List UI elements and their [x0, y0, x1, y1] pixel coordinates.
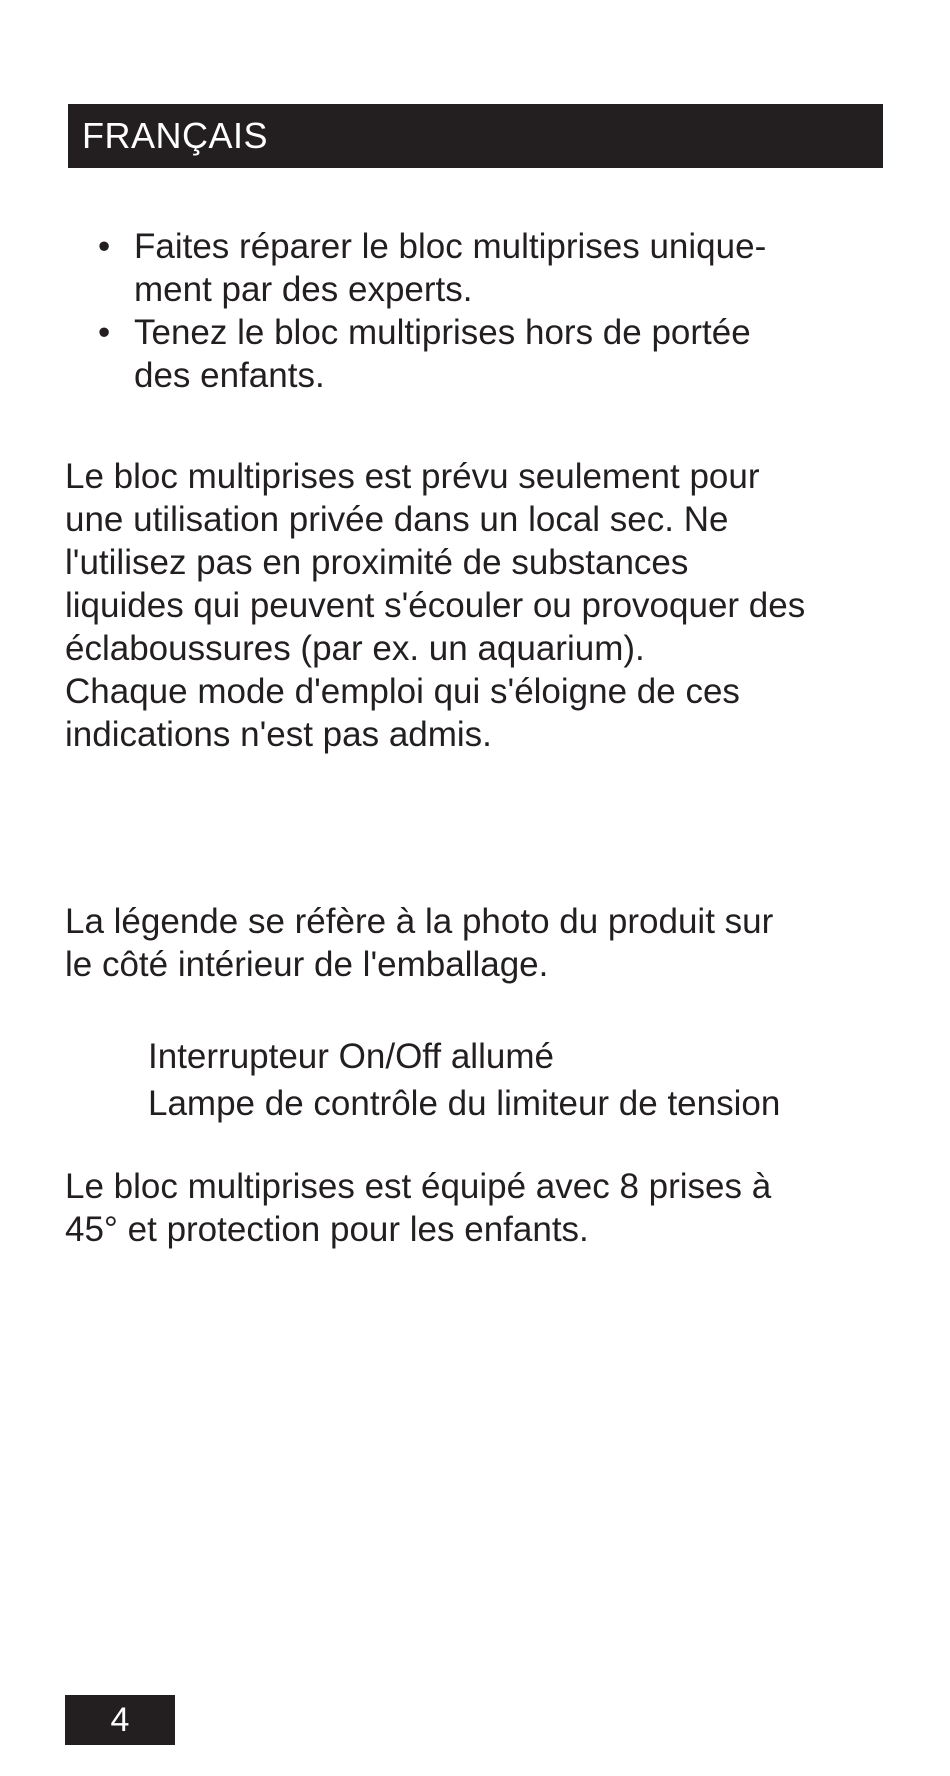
safety-bullet-list: [98, 225, 888, 397]
legend-item-control-lamp: Lampe de contrôle du limiteur de tension: [148, 1084, 781, 1123]
section-title: FRANÇAIS: [82, 115, 269, 156]
bullet-text-line: ment par des experts.: [134, 270, 473, 309]
bullet-text-line: Tenez le bloc multiprises hors de portée: [134, 313, 751, 352]
bullet-item: [98, 225, 888, 311]
paragraph-line: éclaboussures (par ex. un aquarium).: [65, 629, 645, 668]
paragraph-line: liquides qui peuvent s'écouler ou provoquer des: [65, 586, 806, 625]
equipment-paragraph: [65, 1165, 895, 1251]
paragraph-line: Chaque mode d'emploi qui s'éloigne de ces: [65, 672, 740, 711]
usage-paragraph: [65, 455, 895, 756]
legend-intro-paragraph: [65, 900, 895, 986]
bullet-marker: •: [98, 227, 111, 266]
paragraph-line: 45° et protection pour les enfants.: [65, 1210, 589, 1249]
legend-list: [148, 1033, 780, 1127]
section-header-bar: [68, 104, 883, 168]
paragraph-line: Le bloc multiprises est équipé avec 8 prises à: [65, 1167, 772, 1206]
paragraph-line: indications n'est pas admis.: [65, 715, 492, 754]
bullet-item: [98, 311, 888, 397]
paragraph-line: une utilisation privée dans un local sec. Ne: [65, 500, 729, 539]
bullet-text-line: des enfants.: [134, 356, 325, 395]
paragraph-line: Le bloc multiprises est prévu seulement pour: [65, 457, 760, 496]
paragraph-line: l'utilisez pas en proximité de substances: [65, 543, 689, 582]
legend-item-switch: Interrupteur On/Off allumé: [148, 1037, 554, 1076]
bullet-text-line: Faites réparer le bloc multiprises unique-: [134, 227, 767, 266]
paragraph-line: La légende se réfère à la photo du produit sur: [65, 902, 774, 941]
page-number-box: [65, 1695, 175, 1745]
bullet-marker: •: [98, 313, 111, 352]
paragraph-line: le côté intérieur de l'emballage.: [65, 945, 549, 984]
page-number: 4: [110, 1701, 130, 1739]
